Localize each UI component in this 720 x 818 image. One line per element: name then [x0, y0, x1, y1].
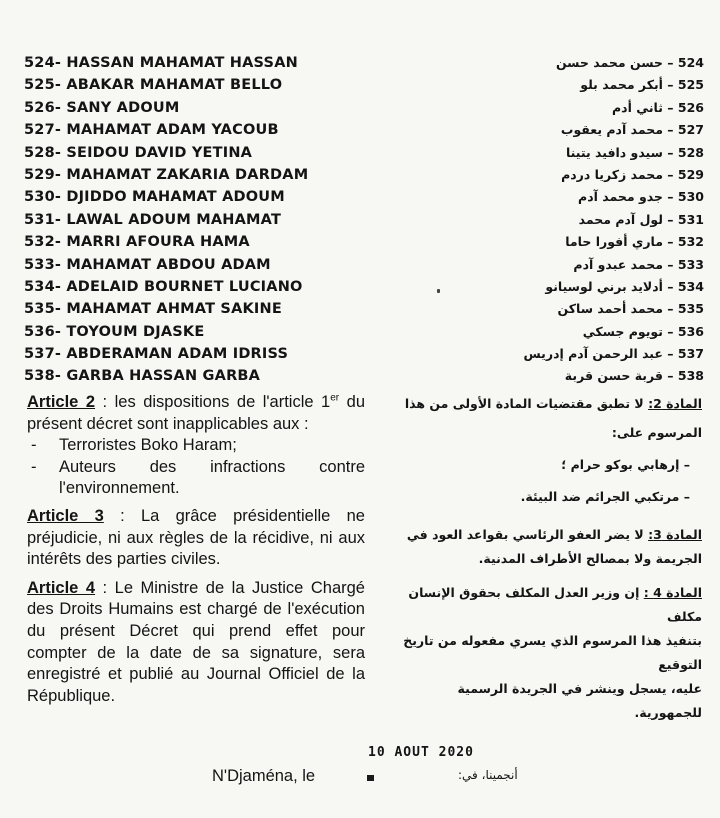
- article-2-exclusions: [27, 435, 365, 500]
- name-ar: 531 – لول آدم محمد: [578, 211, 704, 227]
- name-fr: 526- SANY ADOUM: [24, 99, 180, 116]
- name-row: [24, 74, 704, 96]
- ar-article-3-line2: الجريمة ولا بمصالح الأطراف المدنية.: [478, 551, 702, 566]
- name-ar: 537 – عبد الرحمن آدم إدريس: [523, 346, 704, 362]
- article-2-text-a: les dispositions de l'article 1: [114, 393, 331, 411]
- ar-article-2-line2: المرسوم على:: [611, 425, 702, 440]
- name-ar: 527 – محمد آدم يعقوب: [560, 122, 704, 138]
- french-articles: [27, 392, 365, 707]
- name-ar: 525 – أبكر محمد بلو: [580, 77, 704, 93]
- name-ar: 529 – محمد زكريا دردم: [561, 166, 704, 182]
- name-row: [24, 164, 704, 186]
- name-ar: 524 – حسن محمد حسن: [555, 55, 704, 70]
- name-fr: 528- SEIDOU DAVID YETINA: [24, 144, 253, 161]
- article-2-sep: :: [95, 393, 115, 411]
- name-fr: 537- ABDERAMAN ADAM IDRISS: [24, 346, 289, 363]
- name-row: [24, 209, 704, 231]
- ar-article-2-line1: [402, 392, 702, 416]
- name-ar: 532 – ماري أفورا حاما: [565, 234, 704, 250]
- article-2-fr: [27, 392, 365, 435]
- name-ar: 533 – محمد عبدو آدم: [573, 256, 704, 272]
- exclusion-item: - Auteurs des infractions contre l'environnement.: [27, 457, 365, 500]
- name-row: [24, 186, 704, 208]
- name-fr: 527- MAHAMAT ADAM YACOUB: [24, 122, 279, 139]
- name-fr: 533- MAHAMAT ABDOU ADAM: [24, 256, 271, 273]
- scan-speck: [437, 289, 440, 293]
- name-row: [24, 276, 704, 298]
- pardon-name-list: [24, 52, 704, 388]
- ar-article-4-line2: بتنفيذ هذا المرسوم الذي يسري مفعوله من تاريخ التوقيع: [403, 633, 702, 672]
- name-ar: 528 – سيدو دافيد يتينا: [565, 144, 704, 160]
- name-row: [24, 142, 704, 164]
- name-row: [24, 231, 704, 253]
- name-ar: 526 – ثاني أدم: [612, 99, 704, 115]
- ar-article-4-line1: [402, 581, 702, 629]
- name-ar: 534 – أدلايد برني لوسيانو: [545, 278, 704, 294]
- article-2-title: Article 2: [27, 393, 96, 411]
- name-row: [24, 298, 704, 320]
- article-3-fr: [27, 506, 365, 571]
- ar-article-2-text: لا تطبق مقتضيات المادة الأولى من هذا: [404, 396, 644, 411]
- name-fr: 524- HASSAN MAHAMAT HASSAN: [24, 55, 298, 71]
- place-label-fr: N'Djaména, le: [212, 767, 316, 785]
- ar-article-2-bullet2: – مرتكبي الجرائم ضد البيئة.: [520, 489, 690, 504]
- name-ar: 535 – محمد أحمد ساكن: [557, 301, 704, 317]
- name-row: [24, 97, 704, 119]
- name-row: [24, 52, 704, 74]
- date-stamp: 10 AOUT 2020: [368, 745, 474, 760]
- place-label-ar: أنجمينا، في:: [458, 768, 518, 782]
- name-row: [24, 365, 704, 387]
- article-4-sep: :: [95, 578, 115, 597]
- name-fr: 535- MAHAMAT AHMAT SAKINE: [24, 301, 282, 318]
- name-fr: 530- DJIDDO MAHAMAT ADOUM: [24, 189, 285, 206]
- name-fr: 531- LAWAL ADOUM MAHAMAT: [24, 211, 282, 228]
- ar-article-2-bullet1: – إرهابي بوكو حرام ؛: [561, 457, 690, 472]
- name-fr: 525- ABAKAR MAHAMAT BELLO: [24, 77, 283, 94]
- ar-article-3-text: لا يضر العفو الرئاسي بقواعد العود في: [406, 527, 644, 542]
- name-fr: 529- MAHAMAT ZAKARIA DARDAM: [24, 166, 309, 183]
- ar-article-3-title: المادة 3:: [648, 527, 702, 542]
- name-row: [24, 119, 704, 141]
- name-ar: 530 – جدو محمد آدم: [578, 189, 704, 205]
- arabic-articles: [402, 392, 702, 725]
- name-fr: 538- GARBA HASSAN GARBA: [24, 368, 261, 385]
- article-4-title: Article 4: [27, 578, 96, 597]
- ar-article-4-line3: عليه، يسجل وينشر في الجريدة الرسمية للجمهورية.: [457, 681, 702, 720]
- ar-article-3-line1: [402, 523, 702, 547]
- name-ar: 536 – تويوم جسكي: [582, 323, 704, 339]
- name-row: [24, 254, 704, 276]
- article-4-fr: [27, 578, 365, 708]
- name-row: [24, 343, 704, 365]
- article-3-text: La grâce présidentielle ne préjudicie, ni aux règles de la récidive, ni aux intérêts des parties civiles.: [27, 506, 365, 569]
- article-3-title: Article 3: [27, 506, 104, 525]
- article-2-sup: er: [330, 392, 340, 404]
- name-row: [24, 321, 704, 343]
- article-3-sep: :: [103, 506, 141, 525]
- exclusion-item: - Terroristes Boko Haram;: [27, 435, 365, 457]
- name-fr: 536- TOYOUM DJASKE: [24, 323, 205, 340]
- name-fr: 534- ADELAID BOURNET LUCIANO: [24, 278, 303, 295]
- name-fr: 532- MARRI AFOURA HAMA: [24, 234, 250, 251]
- ink-mark: [367, 775, 374, 781]
- article-4-text: Le Ministre de la Justice Chargé des Droits Humains est chargé de l'exécution du présent Décret qui prend effet pour compter de la date de sa signature, sera enregistré et publié au Journal Officiel de la République.: [27, 578, 365, 705]
- article-2-text-b: du présent décret sont inapplicables aux :: [27, 393, 365, 433]
- name-ar: 538 – قربة حسن قربة: [564, 368, 704, 384]
- ar-article-4-text: إن وزير العدل المكلف بحقوق الإنسان مكلف: [408, 585, 702, 624]
- ar-article-2-title: المادة 2:: [648, 396, 702, 411]
- ar-article-4-title: المادة 4 :: [643, 585, 702, 600]
